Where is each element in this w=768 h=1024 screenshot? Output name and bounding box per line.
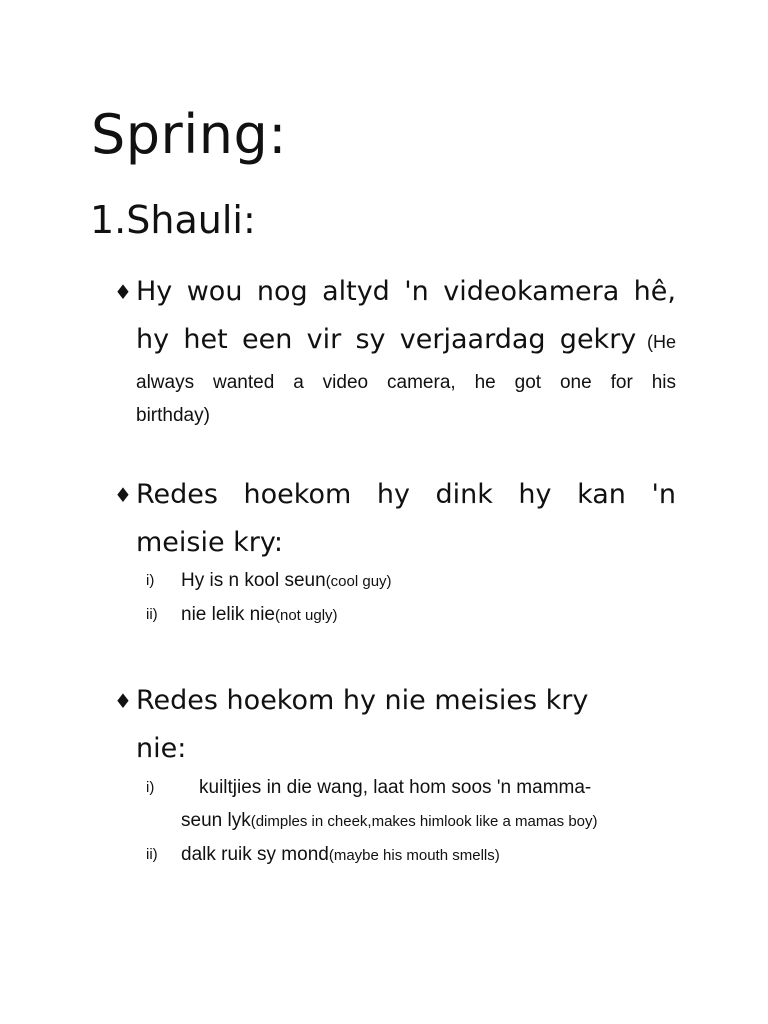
bullet-2-heading: [114, 471, 676, 567]
bullet-3: [114, 677, 676, 773]
list-item-text: Hy is n kool seun: [181, 570, 326, 591]
page-title: Spring:: [91, 103, 287, 166]
diamond-bullet-icon: ♦: [114, 280, 132, 304]
list-item-translation: (cool guy): [325, 573, 392, 590]
bullet-2-list: [146, 564, 686, 632]
bullet-3-line-1: Redes hoekom hy nie meisies kry: [136, 685, 589, 716]
list-item-translation: (dimples in cheek,makes himlook like a mamas boy): [250, 813, 598, 830]
bullet-2-line-1: Redes hoekom hy dink hy kan 'n: [136, 479, 676, 510]
bullet-3-list: [146, 771, 686, 872]
list-item-number: ii): [146, 846, 158, 863]
bullet-2: [114, 471, 676, 567]
bullet-1-translation-line-2: always wanted a video camera, he got one for his: [136, 372, 676, 393]
list-item-text: dalk ruik sy mond: [181, 844, 329, 865]
bullet-1-heading: [114, 268, 676, 366]
list-item: [146, 564, 686, 598]
bullet-2-line-2: meisie kry:: [136, 527, 284, 558]
bullet-1: [114, 268, 676, 432]
list-item: [146, 838, 686, 872]
bullet-1-translation-start: (He: [636, 332, 676, 352]
diamond-bullet-icon: ♦: [114, 689, 132, 713]
list-item-translation: (not ugly): [275, 607, 338, 624]
list-item-number: i): [146, 779, 155, 796]
bullet-1-translation-line-3: birthday): [136, 405, 210, 426]
list-item-translation: (maybe his mouth smells): [328, 847, 500, 864]
list-item-text-line-1: kuiltjies in die wang, laat hom soos 'n mamma-: [199, 777, 592, 798]
list-item-number: ii): [146, 606, 158, 623]
bullet-3-line-2: nie:: [136, 733, 187, 764]
bullet-1-line-2: [136, 316, 676, 366]
list-item-text-line-2: [181, 804, 686, 838]
section-heading: 1.Shauli:: [90, 198, 256, 242]
bullet-1-line-1: Hy wou nog altyd 'n videokamera hê,: [136, 276, 676, 307]
list-item: [146, 771, 686, 838]
bullet-1-line-2-text: hy het een vir sy verjaardag gekry: [136, 324, 637, 355]
list-item-text: seun lyk: [181, 810, 251, 831]
list-item-text: nie lelik nie: [181, 604, 275, 625]
list-item: [146, 598, 686, 632]
bullet-3-heading: [114, 677, 676, 773]
list-item-number: i): [146, 572, 155, 589]
diamond-bullet-icon: ♦: [114, 483, 132, 507]
